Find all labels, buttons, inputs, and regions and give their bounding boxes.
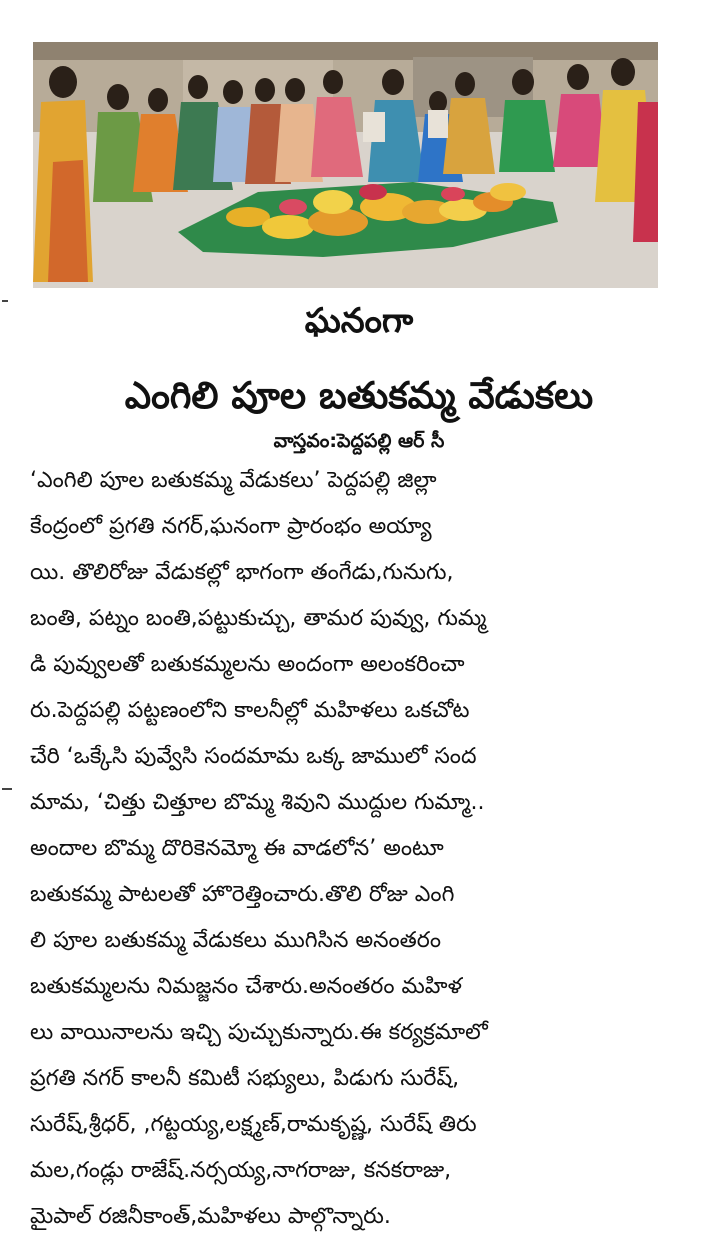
article-byline: వాస్తవం:పెద్దపల్లి ఆర్ సీ	[273, 430, 445, 452]
article-photo	[33, 42, 658, 288]
body-line: బతుకమ్మ పాటలతో హొరెత్తించారు.తొలి రోజు ఎంగి	[30, 882, 455, 907]
body-line: మామ, ‘చిత్తు చిత్తూల బొమ్మ శివుని ముద్దుల గుమ్మా..	[30, 790, 485, 815]
body-line: డి పువ్వులతో బతుకమ్మలను అందంగా అలంకరించా	[30, 652, 465, 677]
body-line: లు వాయినాలను ఇచ్చి పుచ్చుకున్నారు.ఈ కర్యక్రమాలో	[30, 1020, 488, 1045]
article-kicker: ఘనంగా	[304, 301, 414, 341]
body-line: సురేష్,శ్రీధర్, ,గట్టయ్య,లక్ష్మణ్,రామకృష్ణ, సురేష్ తిరు	[30, 1112, 477, 1137]
body-line: ప్రగతి నగర్ కాలనీ కమిటీ సభ్యులు, పిడుగు సురేష్,	[30, 1066, 460, 1091]
body-line: అందాల బొమ్మ దొరికెనమ్మో ఈ వాడలోన’ అంటూ	[30, 836, 444, 861]
body-line: కేంద్రంలో ప్రగతి నగర్,ఘనంగా ప్రారంభం అయ్యా	[30, 514, 432, 539]
article-headline: ఎంగిలి పూల బతుకమ్మ వేడుకలు	[124, 374, 594, 417]
body-line: బంతి, పట్నం బంతి,పట్టుకుచ్చు, తామర పువ్వు, గుమ్మ	[30, 606, 487, 631]
body-line: మల,గండ్లు రాజేష్.నర్సయ్య,నాగరాజు, కనకరాజు,	[30, 1158, 452, 1183]
article-body	[30, 458, 680, 1240]
margin-mark	[2, 788, 12, 790]
body-line: మైపాల్ రజినీకాంత్,మహిళలు పాల్గొన్నారు.	[30, 1204, 391, 1229]
body-line: బతుకమ్మలను నిమజ్జనం చేశారు.అనంతరం మహిళ	[30, 974, 462, 999]
body-line: యి. తొలిరోజు వేడుకల్లో భాగంగా తంగేడు,గునుగు,	[30, 560, 454, 585]
body-line: లి పూల బతుకమ్మ వేడుకలు ముగిసిన అనంతరం	[30, 928, 441, 953]
photo-illustration	[33, 42, 658, 288]
body-line: రు.పెద్దపల్లి పట్టణంలోని కాలనీల్లో మహిళలు ఒకచోట	[30, 698, 470, 723]
body-line: ‘ఎంగిలి పూల బతుకమ్మ వేడుకలు’ పెద్దపల్లి జిల్లా	[30, 468, 437, 493]
body-line: చేరి ‘ఒక్కేసి పువ్వేసి సందమామ ఒక్క జాములో సంద	[30, 744, 477, 769]
